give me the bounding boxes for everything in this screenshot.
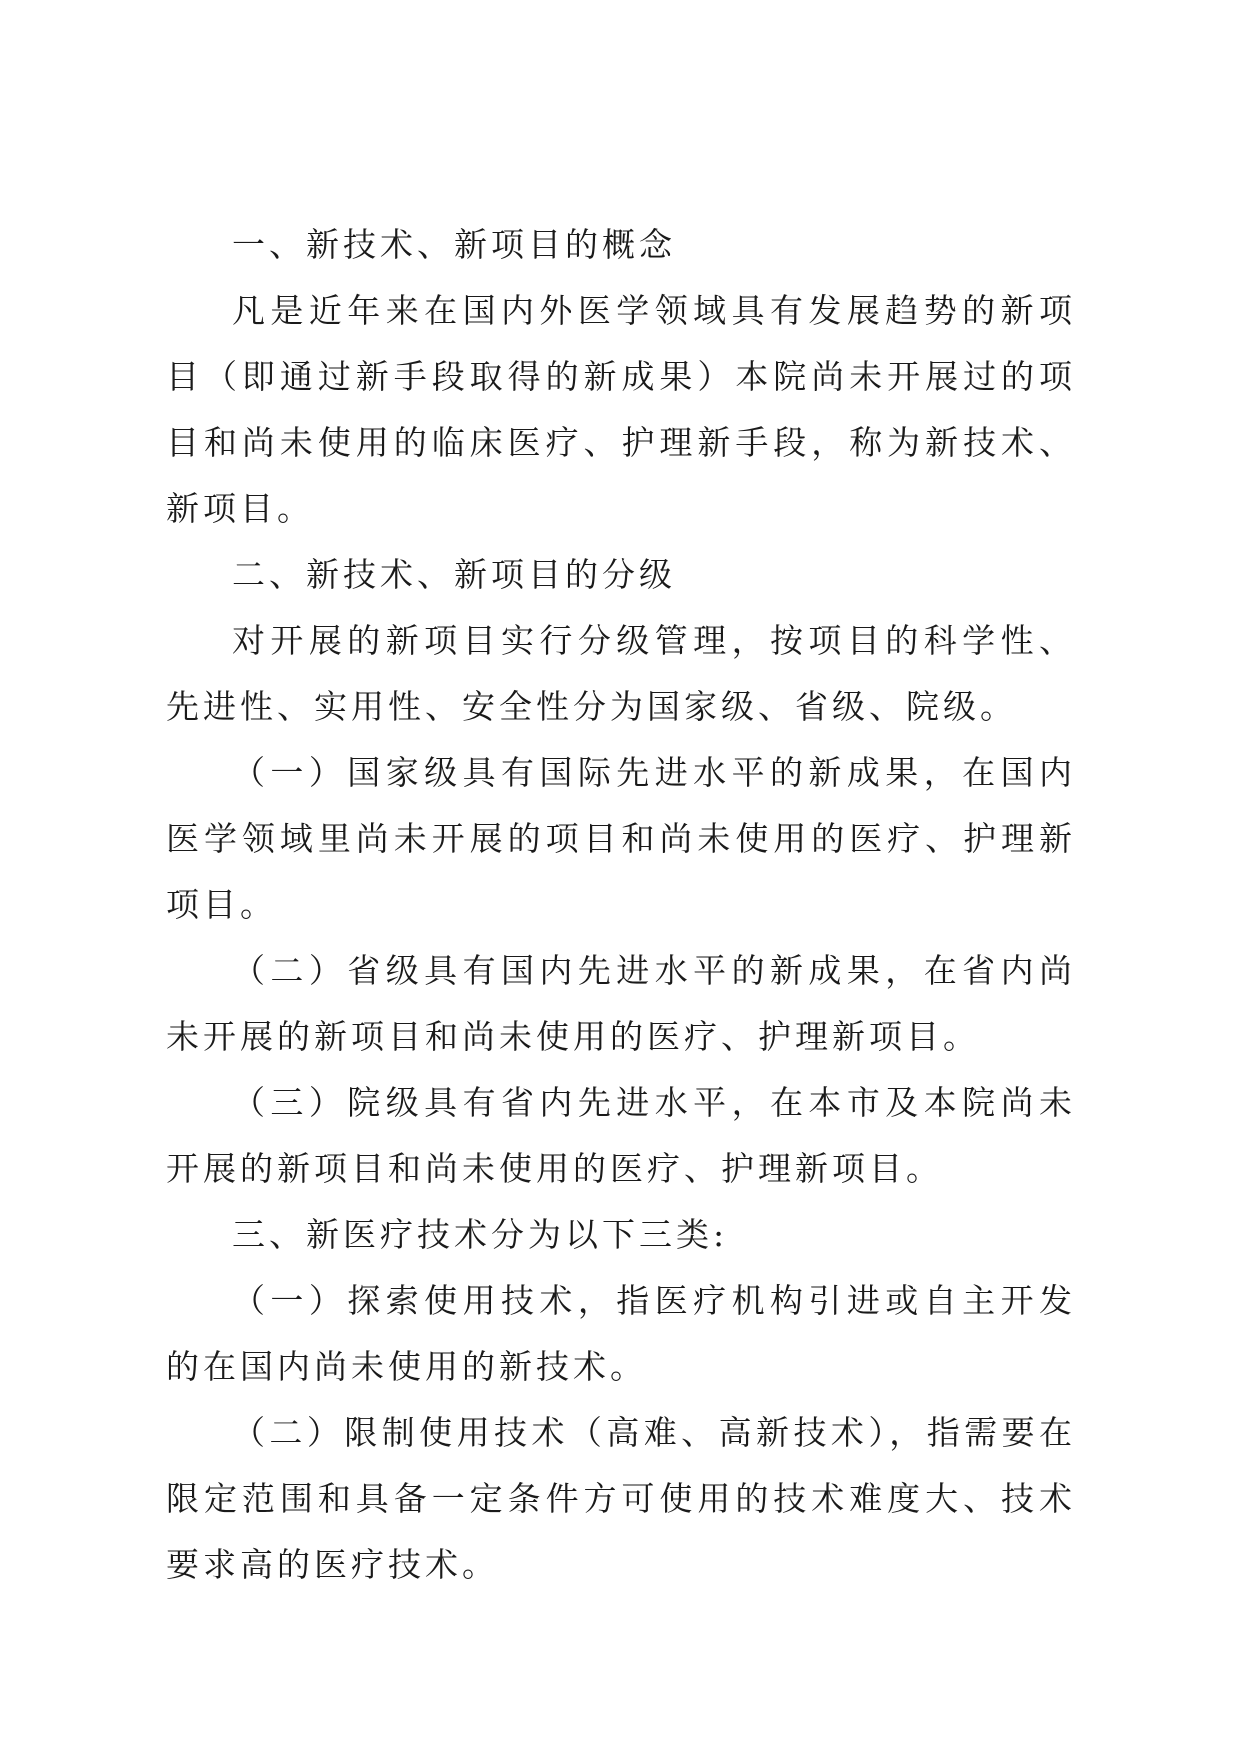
document-body [166,212,1076,1598]
paragraph-definition: 凡是近年来在国内外医学领域具有发展趋势的新项目（即通过新手段取得的新成果）本院尚未开展过的项目和尚未使用的临床医疗、护理新手段，称为新技术、新项目。 [166,291,1076,528]
paragraph-exploratory-technique: （一）探索使用技术，指医疗机构引进或自主开发的在国内尚未使用的新技术。 [166,1281,1076,1386]
paragraph-provincial-level: （二）省级具有国内先进水平的新成果，在省内尚未开展的新项目和尚未使用的医疗、护理新项目。 [166,951,1076,1056]
section-heading-categories: 三、新医疗技术分为以下三类: [232,1215,729,1254]
section-heading-grading: 二、新技术、新项目的分级 [232,555,676,594]
section-heading-concept: 一、新技术、新项目的概念 [232,225,676,264]
paragraph-restricted-technique: （二）限制使用技术（高难、高新技术），指需要在限定范围和具备一定条件方可使用的技术难度大、技术要求高的医疗技术。 [166,1413,1076,1584]
paragraph-hospital-level: （三）院级具有省内先进水平，在本市及本院尚未开展的新项目和尚未使用的医疗、护理新项目。 [166,1083,1076,1188]
paragraph-national-level: （一）国家级具有国际先进水平的新成果，在国内医学领域里尚未开展的项目和尚未使用的医疗、护理新项目。 [166,753,1076,924]
paragraph-grading-intro: 对开展的新项目实行分级管理，按项目的科学性、先进性、实用性、安全性分为国家级、省级、院级。 [166,621,1076,726]
